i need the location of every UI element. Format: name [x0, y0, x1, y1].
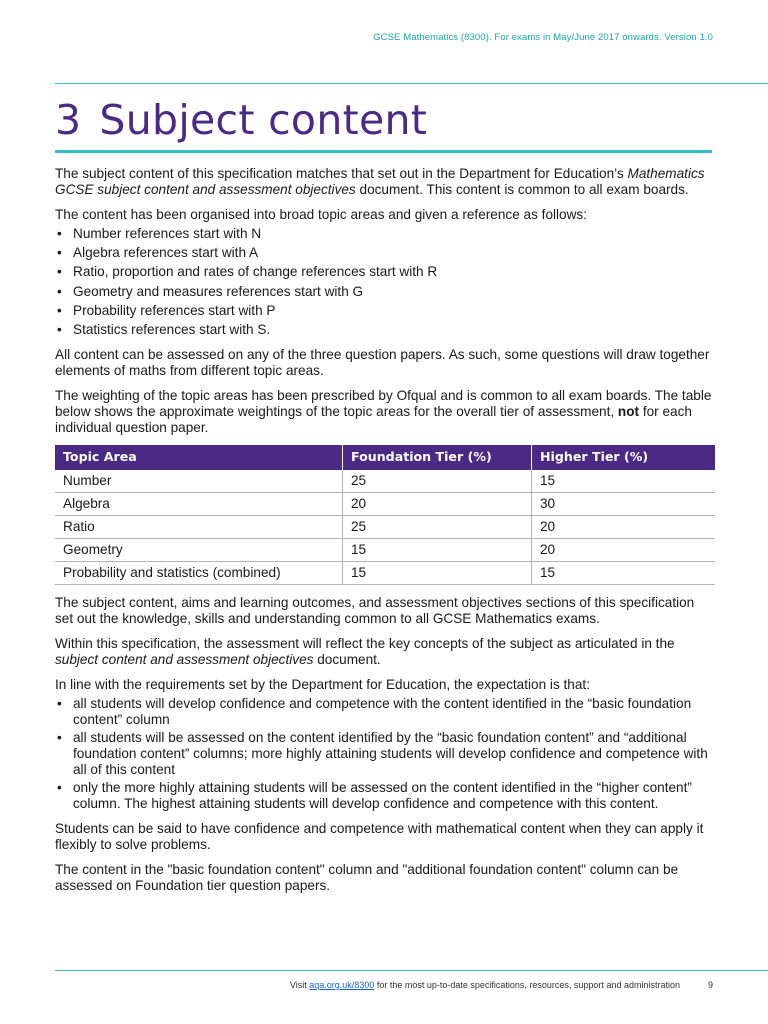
- table-cell: 25: [343, 470, 532, 493]
- table-cell: Ratio: [55, 515, 343, 538]
- table-cell: 25: [343, 515, 532, 538]
- bottom-divider: [55, 970, 768, 971]
- foundation-paragraph: The content in the "basic foundation content" column and "additional foundation content" column can be assessed on Foundation tier question papers.: [55, 861, 679, 893]
- list-item: • all students will develop confidence and competence with the content identified in the “basic foundation content” column: [55, 696, 715, 728]
- table-header-row: [55, 445, 715, 470]
- title-underline: [55, 150, 712, 153]
- list-item: • Statistics references start with S.: [55, 322, 715, 338]
- table-cell: 15: [532, 561, 716, 584]
- main-content: [55, 166, 715, 903]
- table-cell: 20: [532, 515, 716, 538]
- aqa-link[interactable]: aqa.org.uk/8300: [309, 980, 375, 990]
- assessment-paragraph: All content can be assessed on any of the three question papers. As such, some questions will draw together elements of maths from different topic areas.: [55, 346, 710, 378]
- weighting-paragraph: The weighting of the topic areas has been prescribed by Ofqual and is common to all exam boards. The table below shows the approximate weightings of the topic areas for the overall tier of assessment, not for each individual question paper.: [55, 387, 712, 435]
- table-row: [55, 515, 715, 538]
- top-divider: [55, 83, 768, 84]
- list-item: • Geometry and measures references start with G: [55, 284, 715, 300]
- confidence-paragraph: Students can be said to have confidence and competence with mathematical content when they can apply it flexibly to solve problems.: [55, 820, 704, 852]
- table-row: [55, 561, 715, 584]
- table-row: [55, 492, 715, 515]
- requirements-paragraph: In line with the requirements set by the Department for Education, the expectation is that:: [55, 676, 590, 692]
- column-header: Topic Area: [55, 445, 343, 470]
- table-cell: Probability and statistics (combined): [55, 561, 343, 584]
- list-item: • Probability references start with P: [55, 303, 715, 319]
- column-header: Higher Tier (%): [532, 445, 716, 470]
- table-cell: 20: [532, 538, 716, 561]
- table-cell: 30: [532, 492, 716, 515]
- column-header: Foundation Tier (%): [343, 445, 532, 470]
- list-item: • Ratio, proportion and rates of change references start with R: [55, 264, 715, 280]
- table-cell: Number: [55, 470, 343, 493]
- table-cell: 20: [343, 492, 532, 515]
- list-item: • Algebra references start with A: [55, 245, 715, 261]
- section-number: 3: [55, 96, 82, 144]
- footer: Visit aqa.org.uk/8300 for the most up-to-date specifications, resources, support and administration 9: [289, 980, 713, 990]
- running-header: GCSE Mathematics (8300). For exams in May/June 2017 onwards. Version 1.0: [373, 32, 713, 43]
- intro-paragraph: The subject content of this specification matches that set out in the Department for Education’s Mathematics GCSE subject content and assessment objectives document. This content is common to all exam boards.: [55, 166, 705, 197]
- expectation-list: [55, 696, 715, 812]
- subject-content-paragraph: The subject content, aims and learning outcomes, and assessment objectives sections of this specification set out the knowledge, skills and understanding common to all GCSE Mathematics exams.: [55, 594, 695, 626]
- table-cell: Algebra: [55, 492, 343, 515]
- list-item: • Number references start with N: [55, 226, 715, 242]
- reference-list: [55, 226, 715, 338]
- table-cell: 15: [532, 470, 716, 493]
- key-concepts-paragraph: Within this specification, the assessment will reflect the key concepts of the subject as articulated in the subject content and assessment objectives document.: [55, 635, 675, 667]
- table-row: [55, 470, 715, 493]
- list-item: • all students will be assessed on the content identified by the “basic foundation content” and “additional foundation content” columns; more highly attaining students will develop confidence and competence with all of this content: [55, 730, 715, 778]
- weightings-table: [55, 445, 715, 585]
- section-title: [55, 96, 427, 144]
- table-cell: 15: [343, 538, 532, 561]
- page-number: 9: [707, 980, 713, 990]
- list-item: • only the more highly attaining students will be assessed on the content identified in the “higher content” column. The highest attaining students will develop confidence and competence with this content.: [55, 780, 715, 812]
- table-cell: Geometry: [55, 538, 343, 561]
- table-row: [55, 538, 715, 561]
- section-title-text: Subject content: [99, 96, 428, 144]
- topic-intro-paragraph: The content has been organised into broad topic areas and given a reference as follows:: [55, 207, 588, 222]
- table-cell: 15: [343, 561, 532, 584]
